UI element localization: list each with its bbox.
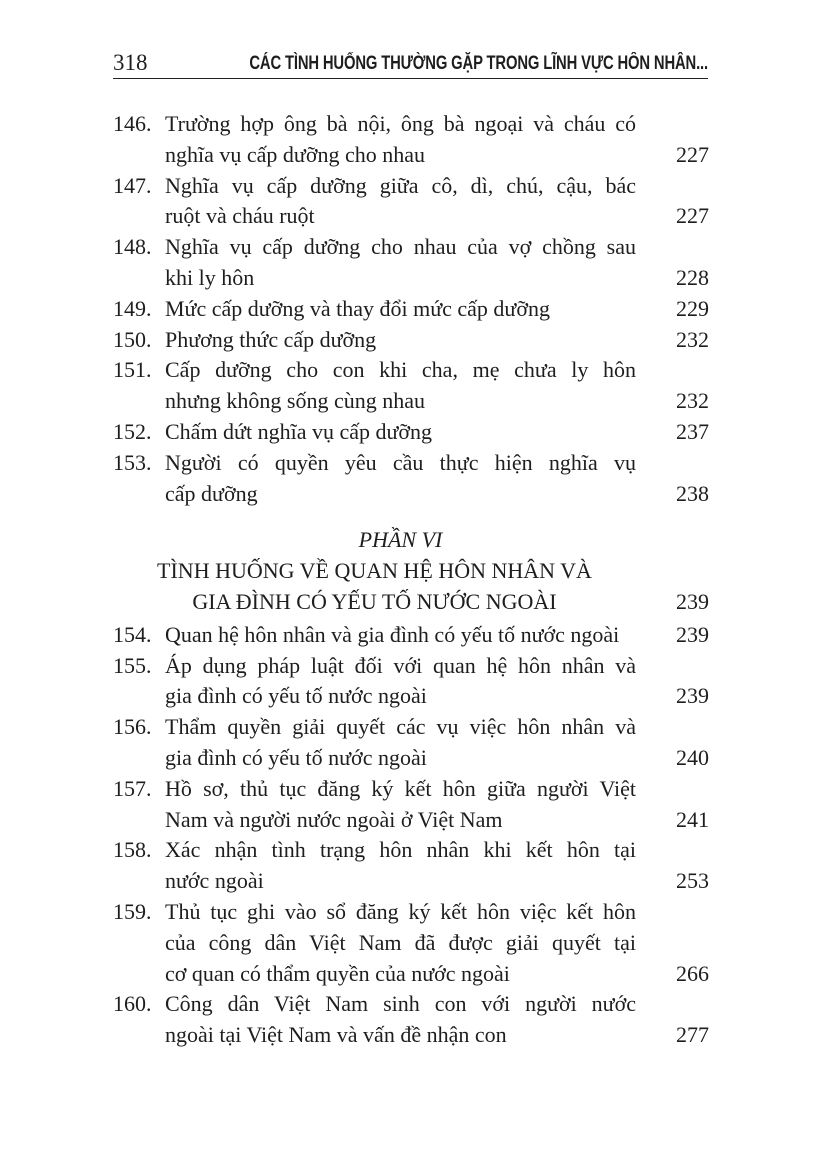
entry-title: Thẩm quyền giải quyết các vụ việc hôn nhân và bbox=[165, 714, 636, 740]
section-title-row bbox=[113, 556, 709, 587]
toc-line bbox=[113, 712, 709, 743]
entry-title: cấp dưỡng bbox=[165, 480, 258, 506]
entry-title: Cấp dưỡng cho con khi cha, mẹ chưa ly hôn bbox=[165, 357, 636, 383]
entry-number: 157. bbox=[113, 775, 152, 801]
entry-title: Thủ tục ghi vào sổ đăng ký kết hôn việc kết hôn bbox=[165, 898, 636, 924]
entry-title: Nghĩa vụ cấp dưỡng giữa cô, dì, chú, cậu, bác bbox=[165, 172, 636, 198]
toc-line bbox=[113, 417, 709, 448]
toc-line bbox=[113, 201, 709, 232]
entry-title: nhưng không sống cùng nhau bbox=[165, 388, 426, 414]
toc-entry bbox=[113, 897, 709, 989]
entry-page: 240 bbox=[676, 744, 709, 770]
entry-title: cơ quan có thẩm quyền của nước ngoài bbox=[165, 960, 510, 986]
entry-page: 232 bbox=[676, 326, 709, 352]
entry-title: ngoài tại Việt Nam và vấn đề nhận con bbox=[165, 1022, 507, 1048]
toc-line bbox=[113, 743, 709, 774]
toc-entry bbox=[113, 448, 709, 510]
toc-entry bbox=[113, 989, 709, 1051]
entry-page: 228 bbox=[676, 264, 709, 290]
toc-entry bbox=[113, 109, 709, 171]
entry-title: gia đình có yếu tố nước ngoài bbox=[165, 683, 427, 709]
toc-line bbox=[113, 620, 709, 651]
section-title-row bbox=[113, 587, 709, 618]
toc-entry bbox=[113, 355, 709, 417]
entry-title: nghĩa vụ cấp dưỡng cho nhau bbox=[165, 141, 425, 167]
toc-line bbox=[113, 479, 709, 510]
toc-line bbox=[113, 325, 709, 356]
entry-title: Người có quyền yêu cầu thực hiện nghĩa vụ bbox=[165, 449, 636, 475]
entry-title: Công dân Việt Nam sinh con với người nước bbox=[165, 991, 636, 1017]
toc-line bbox=[113, 681, 709, 712]
section-label: PHẦN VI bbox=[358, 527, 443, 553]
toc-line bbox=[113, 1020, 709, 1051]
table-of-contents bbox=[113, 109, 709, 1051]
entry-number: 146. bbox=[113, 111, 152, 136]
toc-line bbox=[113, 448, 709, 479]
entry-title: Xác nhận tình trạng hôn nhân khi kết hôn tại bbox=[165, 837, 636, 863]
toc-line bbox=[113, 386, 709, 417]
entry-title: Nghĩa vụ cấp dưỡng cho nhau của vợ chồng sau bbox=[165, 234, 636, 260]
toc-entry bbox=[113, 171, 709, 233]
section-heading bbox=[113, 525, 709, 617]
entry-title: Quan hệ hôn nhân và gia đình có yếu tố nước ngoài bbox=[165, 621, 620, 647]
entry-number: 156. bbox=[113, 714, 152, 740]
entry-title: của công dân Việt Nam đã được giải quyết tại bbox=[165, 929, 636, 955]
entry-page: 277 bbox=[676, 1022, 709, 1048]
entry-page: 232 bbox=[676, 388, 709, 414]
entry-number: 147. bbox=[113, 172, 152, 198]
entry-number: 149. bbox=[113, 295, 152, 321]
entry-page: 237 bbox=[676, 418, 709, 444]
entry-title: Mức cấp dưỡng và thay đổi mức cấp dưỡng bbox=[165, 295, 550, 321]
entry-page: 229 bbox=[676, 295, 709, 321]
entry-title: Trường hợp ông bà nội, ông bà ngoại và cháu có bbox=[165, 111, 636, 136]
running-header bbox=[113, 46, 708, 79]
toc-entry bbox=[113, 774, 709, 836]
toc-entry bbox=[113, 232, 709, 294]
entry-title: Áp dụng pháp luật đối với quan hệ hôn nhân và bbox=[165, 652, 636, 678]
entry-number: 148. bbox=[113, 234, 152, 260]
entry-number: 153. bbox=[113, 449, 152, 475]
toc-entry bbox=[113, 651, 709, 713]
section-title: GIA ĐÌNH CÓ YẾU TỐ NƯỚC NGOÀI bbox=[192, 588, 557, 614]
entry-number: 154. bbox=[113, 621, 152, 647]
toc-entry bbox=[113, 712, 709, 774]
entry-number: 150. bbox=[113, 326, 152, 352]
toc-line bbox=[113, 866, 709, 897]
toc-entry bbox=[113, 294, 709, 325]
toc-line bbox=[113, 140, 709, 171]
toc-line bbox=[113, 294, 709, 325]
entry-page: 266 bbox=[676, 960, 709, 986]
section-label-row bbox=[113, 525, 709, 556]
toc-line bbox=[113, 835, 709, 866]
entry-title: gia đình có yếu tố nước ngoài bbox=[165, 744, 427, 770]
entry-number: 155. bbox=[113, 652, 152, 678]
entry-number: 159. bbox=[113, 898, 152, 924]
toc-line bbox=[113, 232, 709, 263]
entry-number: 158. bbox=[113, 837, 152, 863]
toc-line bbox=[113, 959, 709, 990]
toc-line bbox=[113, 355, 709, 386]
entry-number: 152. bbox=[113, 418, 152, 444]
toc-line bbox=[113, 171, 709, 202]
toc-entry bbox=[113, 325, 709, 356]
toc-line bbox=[113, 928, 709, 959]
entry-title: nước ngoài bbox=[165, 868, 264, 894]
running-title: CÁC TÌNH HUỐNG THƯỜNG GẶP TRONG LĨNH VỰC HÔN NHÂN... bbox=[249, 53, 708, 74]
toc-line bbox=[113, 989, 709, 1020]
toc-line bbox=[113, 263, 709, 294]
entry-number: 160. bbox=[113, 991, 152, 1017]
toc-line bbox=[113, 897, 709, 928]
entry-title: Phương thức cấp dưỡng bbox=[165, 326, 377, 352]
toc-entry bbox=[113, 417, 709, 448]
entry-number: 151. bbox=[113, 357, 152, 383]
entry-title: Nam và người nước ngoài ở Việt Nam bbox=[165, 806, 503, 832]
entry-title: ruột và cháu ruột bbox=[165, 203, 315, 229]
section-page: 239 bbox=[676, 588, 709, 614]
toc-line bbox=[113, 109, 709, 140]
entry-page: 239 bbox=[676, 683, 709, 709]
entry-page: 239 bbox=[676, 621, 709, 647]
entry-title: Chấm dứt nghĩa vụ cấp dưỡng bbox=[165, 418, 433, 444]
section-title: TÌNH HUỐNG VỀ QUAN HỆ HÔN NHÂN VÀ bbox=[157, 558, 592, 584]
toc-line bbox=[113, 774, 709, 805]
entry-page: 227 bbox=[676, 203, 709, 229]
toc-entry bbox=[113, 620, 709, 651]
toc-entry bbox=[113, 835, 709, 897]
toc-line bbox=[113, 651, 709, 682]
entry-page: 253 bbox=[676, 868, 709, 894]
toc-line bbox=[113, 805, 709, 836]
entry-page: 238 bbox=[676, 480, 709, 506]
entry-page: 241 bbox=[676, 806, 709, 832]
entry-page: 227 bbox=[676, 141, 709, 167]
entry-title: Hồ sơ, thủ tục đăng ký kết hôn giữa người Việt bbox=[165, 775, 636, 801]
page-number: 318 bbox=[113, 50, 148, 75]
entry-title: khi ly hôn bbox=[165, 264, 255, 290]
